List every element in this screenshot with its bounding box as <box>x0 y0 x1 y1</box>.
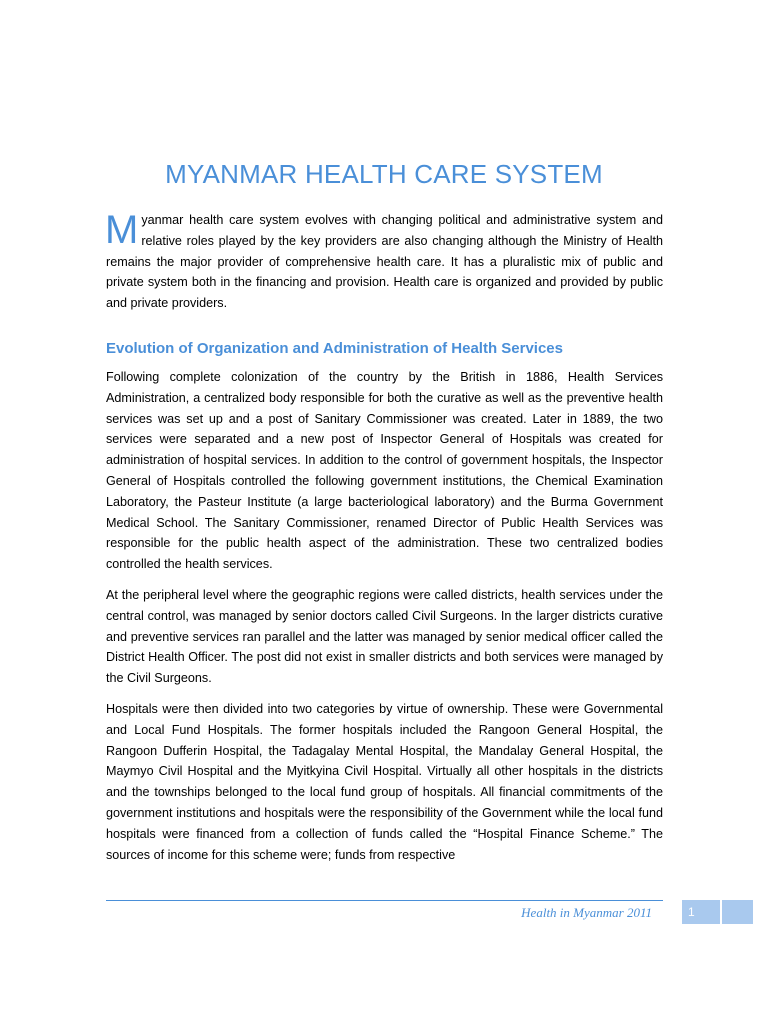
page-number-tab <box>722 900 753 924</box>
body-paragraph-3: Hospitals were then divided into two categories by virtue of ownership. These were Governmental and Local Fund Hospitals. The former hospitals included the Rangoon General Hospital, the Rangoon Dufferin Hospital, the Tadagalay Mental Hospital, the Mandalay General Hospital, the Maymyo Civil Hospital and the Myitkyina Civil Hospital. Virtually all other hospitals in the districts and the townships belonged to the local fund group of hospitals. All financial commitments of the government institutions and hospitals were the responsibility of the Government while the local fund hospitals were financed from a collection of funds called the “Hospital Finance Scheme.” The sources of income for this scheme were; funds from respective <box>106 701 663 862</box>
page-title: MYANMAR HEALTH CARE SYSTEM <box>165 159 603 190</box>
intro-paragraph <box>106 210 663 314</box>
document-body <box>106 210 663 875</box>
footer-divider <box>106 900 663 901</box>
body-paragraph-2: At the peripheral level where the geographic regions were called districts, health services under the central control, was managed by senior doctors called Civil Surgeons. In the larger districts curative and preventive services ran parallel and the latter was managed by senior medical officer called the District Health Officer. The post did not exist in smaller districts and both services were managed by the Civil Surgeons. <box>106 587 663 686</box>
section-heading: Evolution of Organization and Administration of Health Services <box>106 339 563 357</box>
body-paragraph-1: Following complete colonization of the country by the British in 1886, Health Services Administration, a centralized body responsible for both the curative as well as the preventive health services was set up and a post of Sanitary Commissioner was created. Later in 1889, the two services were separated and a new post of Inspector General of Hospitals was created for administration of hospital services. In addition to the control of government hospitals, the Inspector General of Hospitals controlled the following government institutions, the Chemical Examination Laboratory, the Pasteur Institute (a large bacteriological laboratory) and the Burma Government Medical School. The Sanitary Commissioner, renamed Director of Public Health Services was responsible for the public health aspect of the administration. These two centralized bodies controlled the health services. <box>106 369 663 572</box>
drop-cap: M <box>105 208 139 252</box>
page-number: 1 <box>682 900 720 924</box>
footer-title: Health in Myanmar 2011 <box>521 905 652 920</box>
intro-text: yanmar health care system evolves with changing political and administrative system and relative roles played by the key providers are also changing although the Ministry of Health remains the major provider of comprehensive health care. It has a pluralistic mix of public and private system both in the financing and provision. Health care is organized and provided by public and private providers. <box>106 213 663 311</box>
